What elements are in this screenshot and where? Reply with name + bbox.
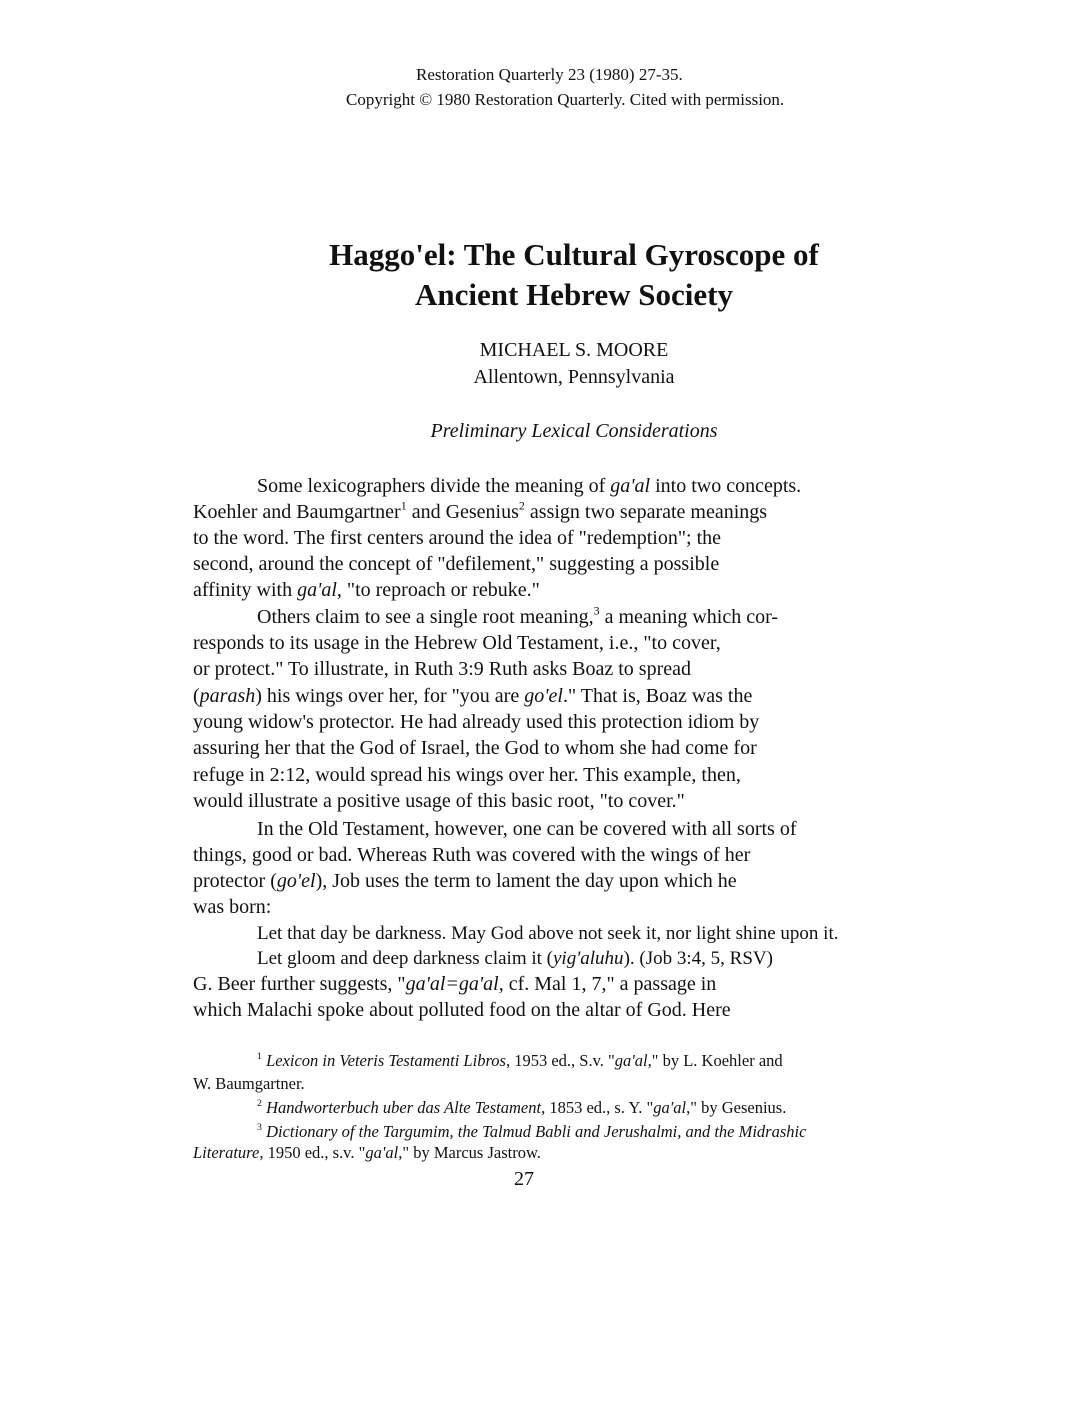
body-line: was born: [193, 896, 272, 918]
block-quote-line: Let that day be darkness. May God above not seek it, nor light shine upon it. [257, 923, 839, 944]
article-title-line-2: Ancient Hebrew Society [415, 277, 733, 312]
body-line: would illustrate a positive usage of this basic root, "to cover." [193, 790, 685, 812]
block-quote-line: Let gloom and deep darkness claim it (yig'aluhu). (Job 3:4, 5, RSV) [257, 948, 773, 969]
footnote-ref-3: 3 [593, 603, 600, 618]
body-line: young widow's protector. He had already used this protection idiom by [193, 711, 760, 733]
body-line: (parash) his wings over her, for "you are go'el." That is, Boaz was the [193, 685, 753, 707]
body-line: second, around the concept of "defilement," suggesting a possible [193, 553, 720, 575]
body-line: Koehler and Baumgartner$^1$ and Gesenius$^2$ assign two separate meanings [193, 498, 768, 523]
footnote-2: $^2$ Handworterbuch uber das Alte Testament, 1853 ed., s. Y. "ga'al," by Gesenius. [257, 1098, 787, 1117]
copyright-notice: Copyright © 1980 Restoration Quarterly. Cited with permission. [346, 90, 785, 109]
footnote-1-continued: W. Baumgartner. [193, 1074, 305, 1093]
journal-citation: Restoration Quarterly 23 (1980) 27-35. [416, 65, 683, 84]
body-line: Some lexicographers divide the meaning of ga'al into two concepts. [257, 475, 802, 497]
body-line: responds to its usage in the Hebrew Old Testament, i.e., "to cover, [193, 632, 721, 654]
body-line: to the word. The first centers around the idea of "redemption"; the [193, 527, 722, 549]
footnote-1: $^1$ Lexicon in Veteris Testamenti Libros, 1953 ed., S.v. "ga'al," by L. Koehler and [257, 1051, 783, 1070]
page-number: 27 [514, 1168, 534, 1190]
body-line: In the Old Testament, however, one can be covered with all sorts of [257, 818, 797, 840]
body-line: assuring her that the God of Israel, the God to whom she had come for [193, 737, 757, 759]
body-line: G. Beer further suggests, "ga'al=ga'al, cf. Mal 1, 7," a passage in [193, 973, 717, 995]
body-line: refuge in 2:12, would spread his wings over her. This example, then, [193, 764, 741, 786]
body-line: protector (go'el), Job uses the term to lament the day upon which he [193, 870, 737, 892]
body-line: which Malachi spoke about polluted food on the altar of God. Here [193, 999, 731, 1021]
body-line: things, good or bad. Whereas Ruth was covered with the wings of her [193, 844, 751, 866]
footnote-ref-1: 1 [400, 498, 407, 513]
author-name: MICHAEL S. MOORE [479, 339, 669, 361]
footnote-ref-2: 2 [518, 498, 525, 513]
body-line: or protect." To illustrate, in Ruth 3:9 Ruth asks Boaz to spread [193, 658, 691, 680]
body-line: Others claim to see a single root meaning,$^3$ a meaning which cor- [257, 603, 778, 628]
article-title-line-1: Haggo'el: The Cultural Gyroscope of [329, 237, 819, 272]
footnote-3-continued: Literature, 1950 ed., s.v. "ga'al," by Marcus Jastrow. [193, 1143, 541, 1162]
footnote-3: $^3$ Dictionary of the Targumim, the Talmud Babli and Jerushalmi, and the Midrashic [257, 1122, 807, 1141]
author-location: Allentown, Pennsylvania [473, 366, 675, 388]
body-line: affinity with ga'al, "to reproach or rebuke." [193, 579, 540, 601]
section-heading: Preliminary Lexical Considerations [430, 420, 718, 442]
